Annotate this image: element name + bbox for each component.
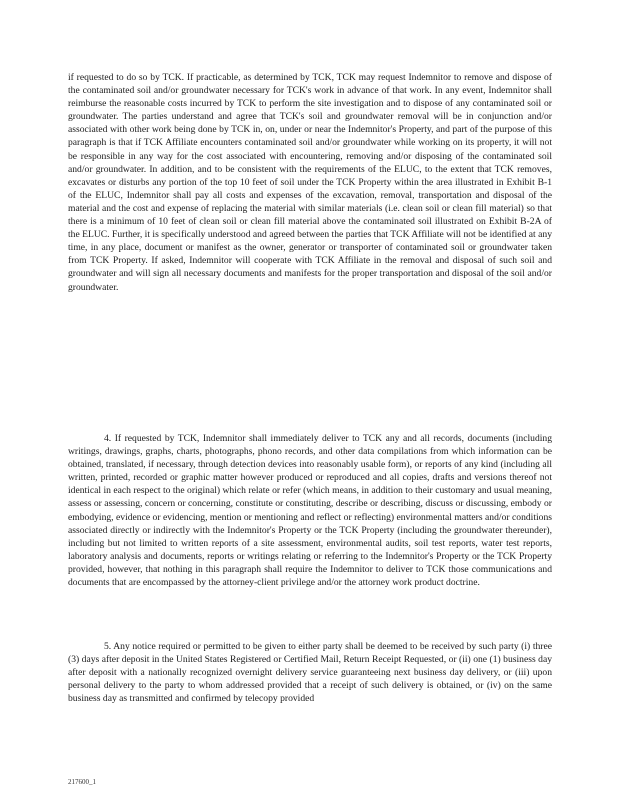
paragraph-continued: if requested to do so by TCK. If practicable, as determined by TCK, TCK may request Indemnitor to remove and dispose of the contaminated soil and/or groundwater necessary for TCK's work in advance of that work. In any event, Indemnitor shall reimburse the reasonable costs incurred by TCK to perform the site investigation and to dispose of any contaminated soil or groundwater. The parties understand and agree that TCK's soil and groundwater removal will be in conjunction and/or associated with other work being done by TCK in, on, under or near the Indemnitor's Property, and part of the purpose of this paragraph is that if TCK Affiliate encounters contaminated soil and/or groundwater while working on its property, it will not be responsible in any way for the cost associated with encountering, removing and/or disposing of the contaminated soil and/or groundwater. In addition, and to be consistent with the requirements of the ELUC, to the extent that TCK removes, excavates or disturbs any portion of the top 10 feet of soil under the TCK Property within the area illustrated in Exhibit B-1 of the ELUC, Indemnitor shall pay all costs and expenses of the excavation, removal, transportation and disposal of the material and the cost and expense of replacing the material with similar materials (i.e. clean soil or clean fill material) so that there is a minimum of 10 feet of clean soil or clean fill material above the contaminated soil illustrated on Exhibit B-2A of the ELUC. Further, it is specifically understood and agreed between the parties that TCK Affiliate will not be identified at any time, in any place, document or manifest as the owner, generator or transporter of contaminated soil or groundwater taken from TCK Property. If asked, Indemnitor will cooperate with TCK Affiliate in the removal and disposal of such soil and groundwater and will sign all necessary documents and manifests for the proper transportation and disposal of the soil and/or groundwater.: [68, 72, 552, 293]
paragraph-4: 4. If requested by TCK, Indemnitor shall immediately deliver to TCK any and all records, documents (including writings, drawings, graphs, charts, photographs, phono records, and other data compilations from which information can be obtained, translated, if necessary, through detection devices into reasonably usable form), or reports of any kind (including all written, printed, recorded or graphic matter however produced or reproduced and all copies, drafts and versions thereof not identical in each respect to the original) which relate or refer (which means, in addition to their customary and usual meaning, assess or assessing, concern or concerning, constitute or constituting, describe or describing, discuss or discussing, embody or embodying, evidence or evidencing, mention or mentioning and reflect or reflecting) environmental matters and/or conditions associated directly or indirectly with the Indemnitor's Property or the TCK Property (including the groundwater thereunder), including but not limited to written reports of a site assessment, environmental audits, soil test reports, water test reports, laboratory analysis and documents, reports or writings relating or referring to the Indemnitor's Property or the TCK Property provided, however, that nothing in this paragraph shall require the Indemnitor to deliver to TCK those communications and documents that are encompassed by the attorney-client privilege and/or the attorney work product doctrine.: [68, 433, 552, 589]
document-footer-id: 217600_1: [68, 778, 96, 786]
paragraph-5: 5. Any notice required or permitted to be given to either party shall be deemed to be received by such party (i) three (3) days after deposit in the United States Registered or Certified Mail, Return Receipt Requested, or (ii) one (1) business day after deposit with a nationally recognized overnight delivery service guaranteeing next business day delivery, or (iii) upon personal delivery to the party to whom addressed provided that a receipt of such delivery is obtained, or (iv) on the same business day as transmitted and confirmed by telecopy provided: [68, 641, 552, 705]
